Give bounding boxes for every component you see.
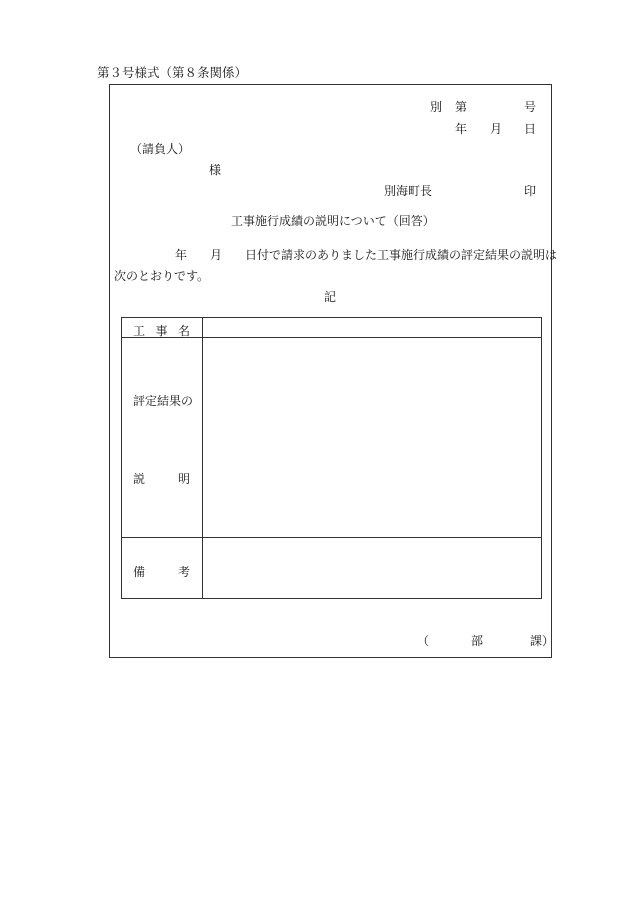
seal-mark: 印 bbox=[524, 184, 537, 198]
evaluation-value[interactable] bbox=[203, 338, 542, 538]
doc-number-dai: 第 bbox=[455, 100, 468, 114]
evaluation-label-top: 評定結果の bbox=[133, 394, 194, 408]
project-name-value[interactable] bbox=[203, 318, 542, 338]
project-name-label bbox=[122, 318, 203, 338]
evaluation-label bbox=[122, 338, 203, 538]
remarks-label bbox=[122, 538, 203, 599]
remarks-value[interactable] bbox=[203, 538, 542, 599]
body-month: 月 bbox=[210, 248, 223, 262]
recipient-honorific: 様 bbox=[209, 163, 222, 177]
document-title: 工事施行成績の説明について（回答） bbox=[231, 214, 435, 228]
ki-heading: 記 bbox=[324, 290, 337, 304]
evaluation-label-char-1: 説 bbox=[133, 472, 146, 486]
recipient-label: （請負人） bbox=[130, 142, 191, 156]
project-name-char-1: 工 bbox=[133, 324, 146, 338]
remarks-label-char-2: 考 bbox=[177, 565, 190, 579]
footer-open-paren: （ bbox=[417, 634, 430, 648]
date-month: 月 bbox=[490, 122, 503, 136]
doc-number-go: 号 bbox=[524, 100, 537, 114]
body-line1: 日付で請求のありました工事施行成績の評定結果の説明は bbox=[245, 248, 558, 262]
evaluation-label-char-2: 明 bbox=[177, 472, 190, 486]
project-name-char-2: 事 bbox=[155, 324, 168, 338]
date-day: 日 bbox=[524, 122, 537, 136]
row-remarks bbox=[122, 538, 542, 599]
body-line2: 次のとおりです。 bbox=[114, 269, 210, 283]
row-project-name bbox=[122, 318, 542, 338]
doc-number-prefix: 別 bbox=[430, 100, 443, 114]
body-year: 年 bbox=[175, 248, 188, 262]
sender-name: 別海町長 bbox=[384, 184, 433, 198]
footer-department: 部 bbox=[471, 634, 484, 648]
detail-table bbox=[121, 317, 542, 599]
row-evaluation bbox=[122, 338, 542, 538]
form-number: 第３号様式（第８条関係） bbox=[97, 65, 248, 80]
project-name-char-3: 名 bbox=[177, 324, 190, 338]
date-year: 年 bbox=[455, 122, 468, 136]
footer-section: 課） bbox=[530, 634, 555, 648]
remarks-label-char-1: 備 bbox=[133, 565, 146, 579]
